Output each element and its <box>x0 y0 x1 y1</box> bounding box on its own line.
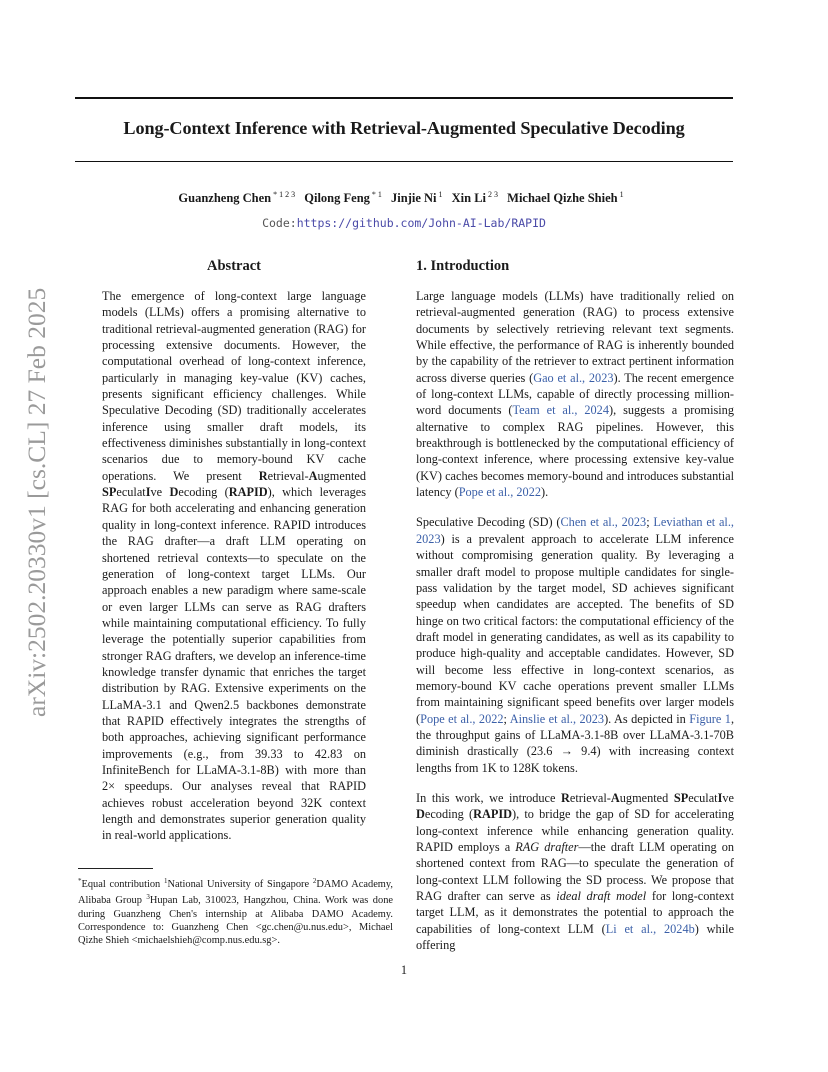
author-affiliation: 1 <box>619 190 624 199</box>
rapid-letter: I <box>145 485 151 500</box>
rapid-fragment: eculat <box>688 790 718 805</box>
author-name: Qilong Feng <box>304 191 370 205</box>
figure-reference-link[interactable]: Figure 1 <box>689 711 731 726</box>
author-affiliation: 2 3 <box>488 190 499 199</box>
rapid-letter: I <box>717 790 723 805</box>
author-name: Guanzheng Chen <box>178 191 272 205</box>
footnote-marker: * <box>78 877 82 885</box>
title-rule-top <box>75 97 733 99</box>
intro-text: ; <box>646 515 654 530</box>
rapid-fragment: ve <box>722 790 734 805</box>
author-affiliation: 1 <box>438 190 443 199</box>
title-rule-bottom <box>75 161 733 162</box>
footnote-rule <box>78 868 153 869</box>
intro-emphasis: RAG drafter <box>515 840 579 854</box>
rapid-letter: D <box>169 485 179 500</box>
rapid-fragment: etrieval- <box>569 790 611 805</box>
citation-link[interactable]: Team et al., 2024 <box>512 403 609 418</box>
author-name: Xin Li <box>451 191 487 205</box>
author-affiliation: * 1 <box>371 190 382 199</box>
author-name: Jinjie Ni <box>391 191 437 205</box>
intro-paragraph-1 <box>416 288 734 500</box>
intro-text: ), to bridge the gap of SD for accelerating long-context inference while enhancing generation quality. RAPID employs a <box>416 807 734 854</box>
citation-link[interactable]: Pope et al., 2022 <box>458 485 541 500</box>
rapid-acronym: RAPID <box>228 485 268 500</box>
footnote-text: Hupan Lab, 310023, Hangzhou, China. Work was done during Guanzheng Chen's internship at Alibaba DAMO Academy. Correspondence to: Guanzheng Chen <gc.chen@u.nus.edu>, Michael Qizhe Shieh <michaelshieh@comp.nus.edu.sg>. <box>78 895 393 947</box>
citation-link[interactable]: Leviathan et al., 2023 <box>416 515 734 546</box>
rapid-fragment: etrieval- <box>267 468 309 483</box>
intro-text: ; <box>503 711 510 726</box>
intro-text: ) is a prevalent approach to accelerate LLM inference without compromising generation quality. By leveraging a smaller draft model to propose multiple candidates for single-pass validation by the target model, SD achieves significant speedup when candidates are accepted. The benefits of SD hinge on two critical factors: the computational efficiency of the draft model in generating candidates, as well as its capability to produce high-quality and acceptable candidates. However, SD will become less effective in long-context scenarios, as memory-bound KV cache operations prevent smaller LLMs from maintaining significant speed benefits over larger models ( <box>416 531 734 726</box>
footnote-marker: 3 <box>146 893 150 902</box>
intro-paragraph-2 <box>416 514 734 776</box>
intro-text: In this work, we introduce <box>416 790 562 805</box>
intro-text: ). <box>541 485 549 500</box>
author-affiliation: * 1 2 3 <box>273 190 296 199</box>
citation-link[interactable]: Ainslie et al., 2023 <box>509 711 605 726</box>
rapid-fragment: ecoding ( <box>178 485 229 500</box>
rapid-letter: A <box>610 790 620 805</box>
abstract-text-2: ), which leverages RAG for both accelerating and enhancing generation quality in long-context inference. RAPID introduces the RAG drafter—a draft LLM operating on shortened retrieval contexts—to speculate on the generation of long-context target LLMs. Our approach enables a new paradigm where same-scale or even larger LLMs can serve as RAG drafters while maintaining computational efficiency. To fully leverage the potentially superior capabilities from stronger RAG drafters, we develop an inference-time knowledge transfer dynamic that enriches the target distribution by RAG. Extensive experiments on the LLaMA-3.1 and Qwen2.5 backbones demonstrate that RAPID effectively integrates the strengths of both approaches, achieving significant performance improvements (e.g., from 39.33 to 42.83 on InfiniteBench for LLaMA-3.1-8B) with more than 2× speedups. Our analyses reveal that RAPID achieves robust acceleration beyond 32K context length and demonstrates superior generation quality in real-world applications. <box>102 485 366 843</box>
arxiv-stamp: arXiv:2502.20330v1 [cs.CL] 27 Feb 2025 <box>22 288 51 718</box>
introduction-body <box>416 288 734 967</box>
footnote-marker: 1 <box>164 877 168 885</box>
rapid-fragment: ecoding ( <box>424 807 474 822</box>
code-label: Code: <box>262 216 297 230</box>
rapid-fragment: ugmented <box>619 790 674 805</box>
author-list <box>75 190 733 206</box>
intro-text: ). As depicted in <box>604 711 690 726</box>
rapid-fragment: ve <box>150 485 170 500</box>
footnote <box>78 875 393 947</box>
intro-text: Speculative Decoding (SD) ( <box>416 515 561 530</box>
rapid-letter: SP <box>102 485 117 500</box>
intro-emphasis: ideal draft model <box>556 889 647 904</box>
footnote-text: Equal contribution <box>81 879 164 890</box>
rapid-letter: A <box>308 468 318 483</box>
rapid-letter: SP <box>673 790 689 805</box>
rapid-fragment: eculat <box>116 485 146 500</box>
rapid-acronym: RAPID <box>473 807 513 822</box>
paper-title: Long-Context Inference with Retrieval-Augmented Speculative Decoding <box>123 118 685 138</box>
citation-link[interactable]: Gao et al., 2023 <box>533 370 614 385</box>
citation-link[interactable]: Li et al., 2024b <box>605 921 695 936</box>
footnote-text: National University of Singapore <box>167 879 313 890</box>
rapid-letter: R <box>258 468 268 483</box>
footnote-marker: 2 <box>312 877 317 885</box>
citation-link[interactable]: Chen et al., 2023 <box>560 515 647 530</box>
rapid-letter: D <box>416 807 425 822</box>
intro-text: ). The recent emergence of long-context LLMs, capable of directly processing million-word documents ( <box>416 370 734 418</box>
intro-text: , the throughput gains of LLaMA-3.1-8B over LLaMA-3.1-70B diminish drastically (23.6 → 9.4) with increasing context lengths from 1K to 128K tokens. <box>416 711 735 775</box>
rapid-letter: R <box>561 790 570 805</box>
intro-text: ), suggests a promising alternative to complex RAG pipelines. However, this breakthrough is bottlenecked by the computational efficiency of long-context inference, where processing extensive key-value (KV) caches becomes memory-bound and introduces substantial latency ( <box>416 403 734 500</box>
intro-text: —the draft LLM operating on shortened context from RAG—to speculate the generation of long-context LLM following the SD process. We propose that RAG drafter can serve as <box>416 840 734 904</box>
abstract-body <box>102 288 366 858</box>
introduction-heading: 1. Introduction <box>416 258 510 274</box>
intro-text: ) while offering <box>416 921 734 953</box>
intro-paragraph-3 <box>416 790 734 953</box>
code-url-link[interactable]: https://github.com/John-AI-Lab/RAPID <box>296 216 546 230</box>
author-name: Michael Qizhe Shieh <box>507 191 618 205</box>
abstract-text-1: The emergence of long-context large language models (LLMs) offers a promising alternative to traditional retrieval-augmented generation (RAG) for processing extensive documents. However, the computational overhead of long-context inference, particularly in managing key-value (KV) caches, presents significant efficiency challenges. While Speculative Decoding (SD) traditionally accelerates inference using smaller draft models, its effectiveness diminishes substantially in long-context scenarios due to memory-bound KV cache operations. We present <box>102 289 366 483</box>
intro-text: Large language models (LLMs) have traditionally relied on retrieval-augmented generation (RAG) to process extensive documents by selectively retrieving relevant text segments. While effective, the performance of RAG is inherently bounded by the capability of the retriever to extract pertinent information across diverse queries ( <box>416 289 734 385</box>
rapid-fragment: ugmented <box>317 468 366 483</box>
intro-text: for long-context target LLM, as it demonstrates the potential to approach the capabilities of long-context LLM ( <box>416 889 734 936</box>
code-link-line <box>75 216 733 230</box>
abstract-heading: Abstract <box>207 258 261 274</box>
footnote-text: DAMO Academy, Alibaba Group <box>78 879 393 907</box>
page-number: 1 <box>400 963 408 977</box>
citation-link[interactable]: Pope et al., 2022 <box>420 711 504 726</box>
